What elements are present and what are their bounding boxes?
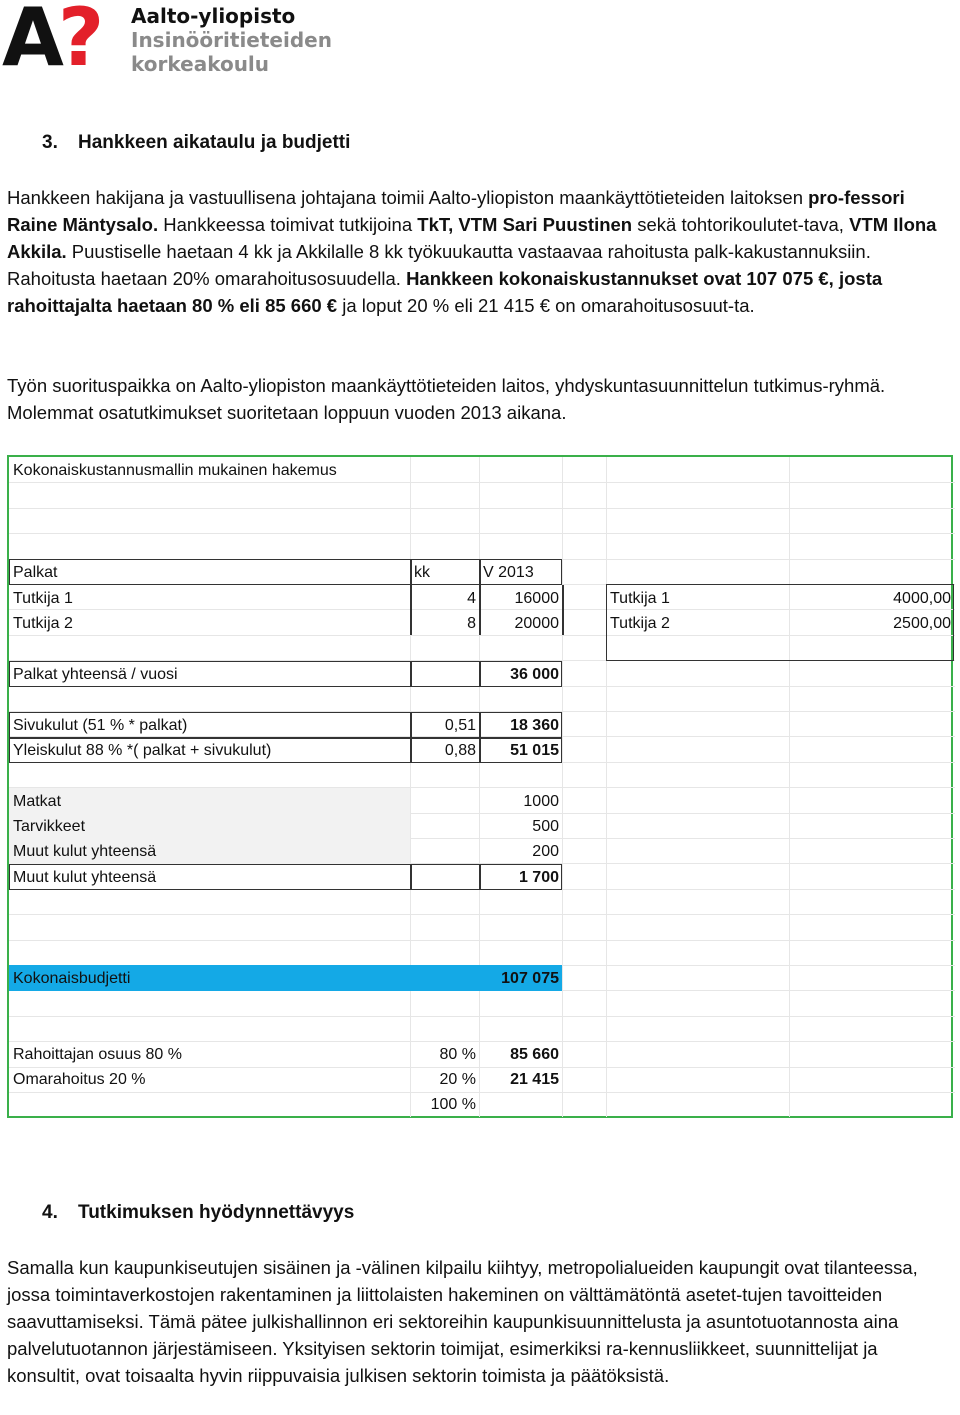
sivukulut-factor: 0,51 (444, 717, 476, 734)
own-funding-label: Omarahoitus 20 % (13, 1071, 146, 1088)
paragraph-run: sekä tohtorikoulutet-tava, (632, 214, 850, 235)
paragraph-run: Hankkeen kokonaiskustannukset ovat 107 075 €, josta rahoittajalta haetaan 80 % eli 85 660 € (7, 268, 883, 316)
grid-row-line (9, 533, 955, 534)
sivukulut-label: Sivukulut (51 % * palkat) (13, 717, 188, 734)
section-4-title: Tutkimuksen hyödynnettävyys (78, 1202, 355, 1223)
divider (410, 864, 412, 890)
section-3-paragraph-1 (7, 184, 952, 319)
paragraph-run: VTM Ilona Akkila. (7, 214, 937, 262)
grid-row-line (9, 1016, 955, 1017)
logo-line-1: Aalto-yliopisto (131, 4, 296, 28)
salary-row-2-label: Tutkija 2 (13, 615, 73, 632)
logo-line-3: korkeakoulu (131, 52, 270, 76)
paragraph-run: ja loput 20 % eli 21 415 € on omarahoitusosuut-ta. (337, 295, 755, 316)
side-row-2-value: 2500,00 (893, 615, 951, 632)
grid-row-line (9, 914, 955, 915)
divider (410, 559, 412, 585)
total-budget-value: 107 075 (501, 970, 559, 987)
section-4-number: 4. (42, 1202, 58, 1223)
yleiskulut-label: Yleiskulut 88 % *( palkat + sivukulut) (13, 742, 272, 759)
paragraph-run: Hankkeessa toimivat tutkijoina (158, 214, 418, 235)
salary-header-label: Palkat (13, 564, 58, 581)
other-row-3-label: Muut kulut yhteensä (13, 843, 157, 860)
yleiskulut-factor: 0,88 (444, 742, 476, 759)
funder-share-label: Rahoittajan osuus 80 % (13, 1046, 182, 1063)
sivukulut-value: 18 360 (510, 717, 559, 734)
grid-row-line (9, 1092, 955, 1093)
funder-share-pct: 80 % (439, 1046, 476, 1063)
divider (410, 661, 412, 687)
side-row-1-value: 4000,00 (893, 590, 951, 607)
paragraph-run: Hankkeen hakijana ja vastuullisena johtajana toimii Aalto-yliopiston maankäyttötieteiden laitoksen (7, 187, 809, 208)
grid-row-line (9, 508, 955, 509)
total-pct: 100 % (430, 1096, 476, 1113)
salary-row-1-label: Tutkija 1 (13, 590, 73, 607)
paragraph-run: TkT, VTM Sari Puustinen (417, 214, 633, 235)
section-3-heading (42, 132, 350, 154)
divider (479, 559, 481, 585)
salary-row-2-value: 20000 (514, 615, 559, 632)
section-3-number: 3. (42, 132, 58, 153)
salary-header-kk: kk (414, 564, 430, 581)
paragraph-run: Puustiselle haetaan 4 kk ja Akkilalle 8 kk työkuukautta vastaavaa rahoitusta palk-kakustannuksiin. Rahoitusta haetaan 20% omarahoitusosuudella. (7, 241, 871, 289)
section-4-heading (42, 1202, 354, 1224)
salary-total-label: Palkat yhteensä / vuosi (13, 666, 178, 683)
paragraph-run: pro-fessori Raine Mäntysalo. (7, 187, 905, 235)
total-budget-label: Kokonaisbudjetti (13, 970, 131, 987)
yleiskulut-value: 51 015 (510, 742, 559, 759)
logo-line-2: Insinööritieteiden (131, 28, 332, 52)
other-row-1-label: Matkat (13, 793, 62, 810)
other-row-2-label: Tarvikkeet (13, 818, 86, 835)
sheet-title: Kokonaiskustannusmallin mukainen hakemus (13, 462, 337, 479)
own-funding-value: 21 415 (510, 1071, 559, 1088)
divider (562, 585, 564, 635)
grid-row-line (9, 940, 955, 941)
other-total-value: 1 700 (518, 869, 559, 886)
logo-mark: A? (2, 0, 99, 84)
salary-header-year: V 2013 (483, 564, 534, 581)
section-3-paragraph-2: Työn suorituspaikka on Aalto-yliopiston maankäyttötieteiden laitos, yhdyskuntasuunnittelun tutkimus-ryhmä. Molemmat osatutkimukset suoritetaan loppuun vuoden 2013 aikana. (7, 375, 886, 423)
side-row-1-label: Tutkija 1 (610, 590, 670, 607)
salary-row-1-value: 16000 (514, 590, 559, 607)
other-row-2-value: 500 (532, 818, 559, 835)
logo-text (131, 4, 332, 76)
side-row-2-label: Tutkija 2 (610, 615, 670, 632)
own-funding-pct: 20 % (439, 1071, 476, 1088)
funder-share-value: 85 660 (510, 1046, 559, 1063)
aalto-logo (0, 0, 340, 84)
salary-row-2-kk: 8 (467, 615, 476, 632)
section-4-paragraph-1: Samalla kun kaupunkiseutujen sisäinen ja -välinen kilpailu kiihtyy, metropolialueiden kaupungit ovat tilanteessa, jossa toimintaverkostojen rakentaminen ja liittolaisten hakeminen on välttämätöntä asetet-tujen tavoitteiden saavuttamiseksi. Tämä pätee julkishallinnon eri sektoreihin kaupunkisuunnittelusta ja asuntotuotannosta aina palvelutuotannon järjestämiseen. Yksityisen sektorin toimijat, esimerkiksi ra-kennusliikkeet, suunnittelijat ja konsultit, ovat toisaalta hyvin riippuvaisia julkisen sektorin toimista ja päätöksistä. (7, 1257, 918, 1386)
other-row-1-value: 1000 (523, 793, 559, 810)
section-3-title: Hankkeen aikataulu ja budjetti (78, 132, 351, 153)
grid-row-line (9, 1041, 955, 1042)
other-total-label: Muut kulut yhteensä (13, 869, 157, 886)
budget-spreadsheet (7, 455, 953, 1118)
salary-total-value: 36 000 (510, 666, 559, 683)
salary-row-1-kk: 4 (467, 590, 476, 607)
other-row-3-value: 200 (532, 843, 559, 860)
